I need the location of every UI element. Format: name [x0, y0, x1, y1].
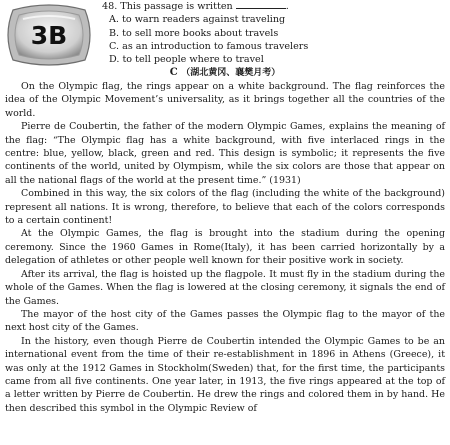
paragraph: After its arrival, the flag is hoisted up the flagpole. It must fly in the stadium during the whole of the Games. When the flag is lowered at the closing ceremony, it signals the end of the Games.	[5, 268, 445, 307]
section-letter: C	[169, 67, 178, 78]
section-heading	[0, 66, 450, 80]
question-stem-text: 48. This passage is written	[102, 1, 233, 12]
paragraph: On the Olympic flag, the rings appear on a white background. The flag reinforces the idea of the Olympic Movement’s universality, as it brings together all the countries of the world.	[5, 81, 445, 119]
section-source: （湖北黄冈、襄樊月考）	[181, 68, 281, 78]
badge-label: 3B	[30, 20, 68, 50]
paragraph: At the Olympic Games, the flag is brought into the stadium during the opening ceremony. Since the 1960 Games in Rome(Italy), it has been carried horizontally by a delegation of athletes or other people well known for their positive work in society.	[5, 228, 445, 267]
question-stem-end: .	[285, 1, 289, 12]
option-c: C. as an introduction to famous travelers	[109, 40, 309, 52]
paragraph: Pierre de Coubertin, the father of the modern Olympic Games, explains the meaning of the flag: “The Olympic flag has a white background, with five interlaced rings in the centre: blue, yellow, black, green and red. This design is symbolic; it represents the five continents of the world, united by Olympism, while the six colors are those that appear on all the national flags of the world at the present time.” (1931)	[5, 121, 445, 186]
answer-blank	[236, 0, 286, 9]
paragraph: In the history, even though Pierre de Coubertin intended the Olympic Games to be an international event from the time of their re-establishment in 1896 in Athens (Greece), it was only at the 1912 Games in Stockholm(Sweden) that, for the first time, the participants came from all five continents. One year later, in 1913, the five rings appeared at the top of a letter written by Pierre de Coubertin. He drew the rings and colored them in by hand. He then described this symbol in the Olympic Review of	[5, 335, 445, 414]
question-48	[102, 0, 442, 66]
paragraph: Combined in this way, the six colors of the flag (including the white of the background) represent all nations. It is wrong, therefore, to believe that each of the colors corresponds to a certain continent!	[5, 188, 445, 227]
option-d: D. to tell people where to travel	[109, 54, 264, 66]
question-stem	[102, 0, 442, 13]
paragraph: The mayor of the host city of the Games passes the Olympic flag to the mayor of the next host city of the Games.	[5, 308, 445, 334]
section-badge	[3, 2, 95, 68]
option-b: B. to sell more books about travels	[109, 27, 279, 39]
option-a: A. to warn readers against traveling	[109, 14, 286, 26]
passage	[5, 80, 445, 415]
